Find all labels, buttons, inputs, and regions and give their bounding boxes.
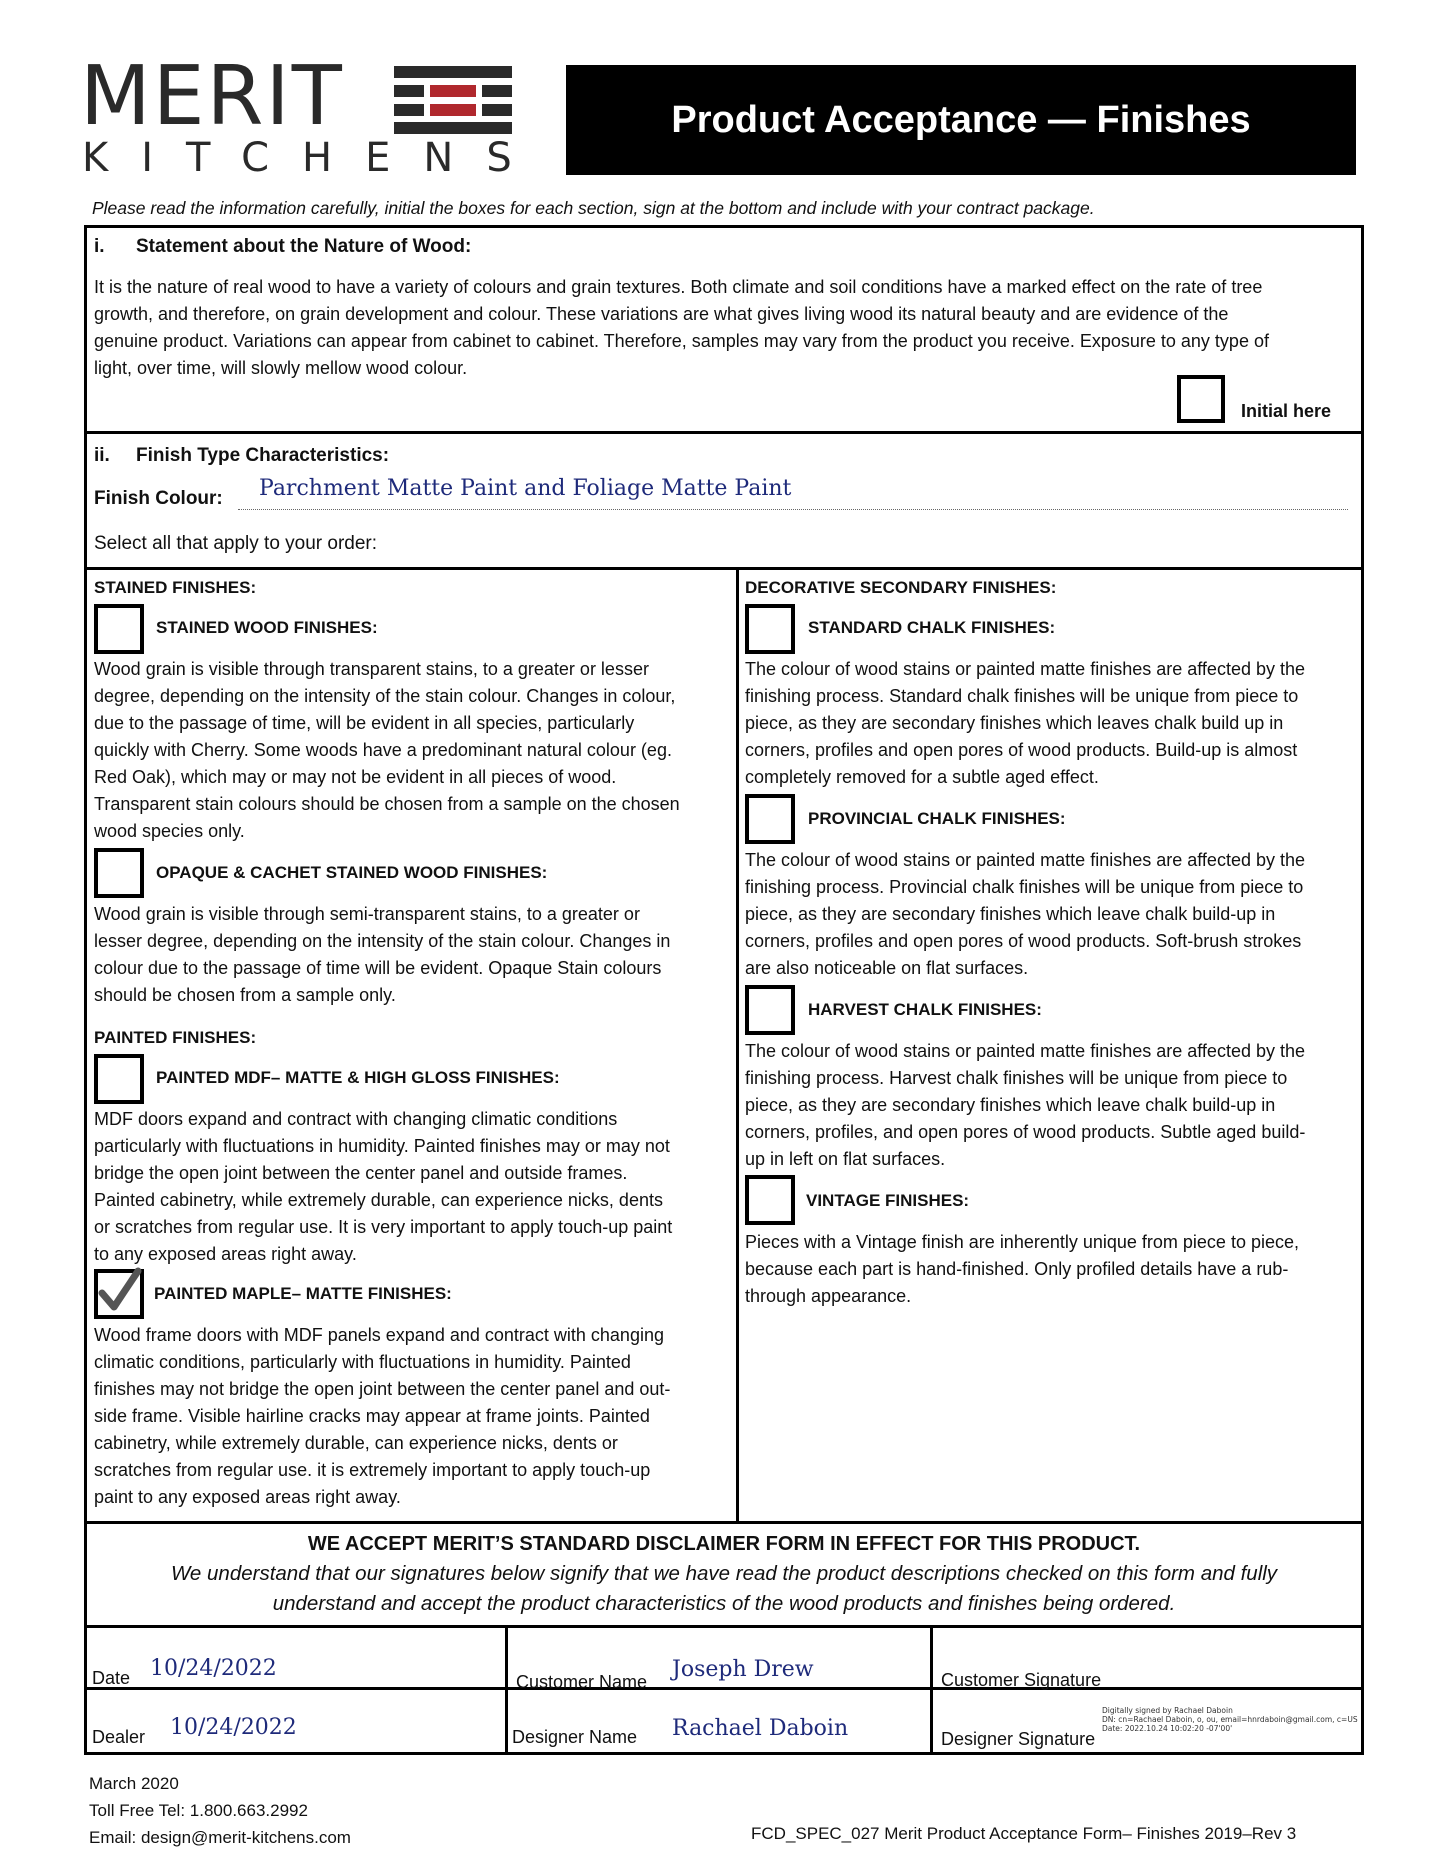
select-label: Select all that apply to your order: [94,533,378,554]
text-line: genuine product. Variations can appear from cabinet to cabinet. Therefore, samples may vary from the product you receive. Exposure to any type of [94,331,1269,351]
text-line: piece, as they are secondary finishes which leaves chalk build up in [745,713,1284,733]
form-id: FCD_SPEC_027 Merit Product Acceptance Form– Finishes 2019–Rev 3 [751,1824,1297,1843]
opaque-desc [94,901,670,1009]
text-line: finishes may not bridge the open joint between the center panel and out- [94,1379,671,1399]
divider [84,431,1364,434]
footer-email[interactable]: Email: design@merit-kitchens.com [89,1828,351,1847]
painted-heading: PAINTED FINISHES: [94,1028,257,1047]
text-line: finishing process. Harvest chalk finishes will be unique from piece to [745,1068,1288,1088]
page-title: Product Acceptance — Finishes [566,65,1356,175]
text-line: finishing process. Standard chalk finishes will be unique from piece to [745,686,1299,706]
text-line: climatic conditions, particularly with fluctuations in humidity. Painted [94,1352,631,1372]
text-line: degree, depending on the intensity of the stain colour. Changes in colour, [94,686,676,706]
text-line: to any exposed areas right away. [94,1244,357,1264]
section-heading: Statement about the Nature of Wood: [136,236,472,257]
provincial-chalk-desc [745,847,1305,982]
text-line: Pieces with a Vintage finish are inherently unique from piece to piece, [745,1232,1299,1252]
text-line: scratches from regular use. it is extremely important to apply touch-up [94,1460,651,1480]
initial-box[interactable] [1177,375,1225,423]
text-line: corners, profiles and open pores of wood products. Soft-brush strokes [745,931,1302,951]
intro-text: Please read the information carefully, initial the boxes for each section, sign at the bottom and include with your contract package. [92,198,1095,218]
digital-signature-line: Date: 2022.10.24 10:02:20 -07'00' [1102,1724,1233,1733]
customer-signature-field[interactable] [1160,1640,1350,1680]
text-line: or scratches from regular use. It is very important to apply touch-up paint [94,1217,673,1237]
logo-subtitle: KITCHENS [82,135,545,181]
decorative-heading: DECORATIVE SECONDARY FINISHES: [745,578,1057,597]
text-line: The colour of wood stains or painted matte finishes are affected by the [745,850,1305,870]
standard-chalk-checkbox[interactable] [745,604,795,654]
painted-maple-checkbox[interactable] [94,1269,144,1319]
provincial-chalk-title: PROVINCIAL CHALK FINISHES: [808,809,1066,828]
digital-signature-line: Digitally signed by Rachael Daboin [1102,1706,1233,1715]
text-line: colour due to the passage of time will be evident. Opaque Stain colours [94,958,662,978]
designer-signature-label: Designer Signature [941,1729,1096,1749]
text-line: bridge the open joint between the center panel and outside frames. [94,1163,628,1183]
text-line: piece, as they are secondary finishes which leave chalk build-up in [745,1095,1276,1115]
text-line: are also noticeable on flat surfaces. [745,958,1029,978]
text-line: side frame. Visible hairline cracks may appear at frame joints. Painted [94,1406,650,1426]
text-line: corners, profiles, and open pores of wood products. Subtle aged build- [745,1122,1306,1142]
section-body [94,274,1269,382]
checkmark-icon [94,1265,144,1315]
divider [84,1625,1364,1628]
disclaimer-line: We understand that our signatures below signify that we have read the product descriptions checked on this form and fully [170,1562,1278,1585]
text-line: Wood grain is visible through transparent stains, to a greater or lesser [94,659,649,679]
painted-mdf-desc [94,1106,672,1268]
painted-mdf-title: PAINTED MDF– MATTE & HIGH GLOSS FINISHES: [156,1068,560,1087]
divider [84,1521,1364,1524]
digital-signature-line: DN: cn=Rachael Daboin, o, ou, email=hnrdaboin@gmail.com, c=US [1102,1715,1358,1724]
text-line: The colour of wood stains or painted matte finishes are affected by the [745,1041,1305,1061]
text-line: should be chosen from a sample only. [94,985,396,1005]
text-line: piece, as they are secondary finishes which leave chalk build-up in [745,904,1276,924]
text-line: growth, and therefore, on grain development and colour. These variations are what gives living wood its natural beauty and are evidence of the [94,304,1229,324]
vintage-title: VINTAGE FINISHES: [806,1191,970,1210]
text-line: Painted cabinetry, while extremely durable, can experience nicks, dents [94,1190,663,1210]
column-divider [736,567,739,1523]
provincial-chalk-checkbox[interactable] [745,794,795,844]
text-line: corners, profiles and open pores of wood products. Build-up is almost [745,740,1298,760]
text-line: lesser degree, depending on the intensity of the stain colour. Changes in [94,931,671,951]
text-line: particularly with fluctuations in humidity. Painted finishes may or may not [94,1136,670,1156]
text-line: finishing process. Provincial chalk finishes will be unique from piece to [745,877,1304,897]
footer-contact [89,1770,351,1851]
section-number: ii. [94,445,110,466]
text-line: paint to any exposed areas right away. [94,1487,401,1507]
text-line: The colour of wood stains or painted matte finishes are affected by the [745,659,1305,679]
digital-signature[interactable] [1102,1706,1358,1733]
text-line: Wood grain is visible through semi-transparent stains, to a greater or [94,904,640,924]
footer-tel: Toll Free Tel: 1.800.663.2992 [89,1801,308,1820]
harvest-chalk-title: HARVEST CHALK FINISHES: [808,1000,1042,1019]
disclaimer-line: understand and accept the product characteristics of the wood products and finishes being ordered. [272,1592,1176,1615]
opaque-checkbox[interactable] [94,848,144,898]
divider [84,1687,1364,1690]
divider [84,567,1364,570]
text-line: It is the nature of real wood to have a variety of colours and grain textures. Both climate and soil conditions have a marked effect on the rate of tree [94,277,1263,297]
finish-colour-label: Finish Colour: [94,488,223,509]
section-heading: Finish Type Characteristics: [136,445,390,466]
text-line: up in left on flat surfaces. [745,1149,946,1169]
footer-date: March 2020 [89,1774,179,1793]
logo-wordmark: MERIT [80,49,344,144]
stained-heading: STAINED FINISHES: [94,578,257,597]
disclaimer-heading: WE ACCEPT MERIT’S STANDARD DISCLAIMER FORM IN EFFECT FOR THIS PRODUCT. [307,1533,1141,1555]
stained-wood-title: STAINED WOOD FINISHES: [156,618,378,637]
initial-label: Initial here [1241,401,1332,421]
date-field[interactable]: 10/24/2022 [150,1656,277,1681]
logo-icon [394,66,512,134]
dealer-field[interactable]: 10/24/2022 [170,1715,297,1740]
painted-maple-title: PAINTED MAPLE– MATTE FINISHES: [154,1284,452,1303]
text-line: MDF doors expand and contract with changing climatic conditions [94,1109,618,1129]
text-line: Wood frame doors with MDF panels expand and contract with changing [94,1325,664,1345]
vintage-checkbox[interactable] [745,1175,795,1225]
standard-chalk-desc [745,656,1305,791]
dealer-label: Dealer [92,1727,146,1747]
standard-chalk-title: STANDARD CHALK FINISHES: [808,618,1056,637]
painted-mdf-checkbox[interactable] [94,1054,144,1104]
finish-colour-line [238,508,1348,510]
text-line: because each part is hand-finished. Only profiled details have a rub- [745,1259,1289,1279]
designer-name-label: Designer Name [512,1727,638,1747]
text-line: through appearance. [745,1286,912,1306]
date-label: Date [92,1668,131,1688]
section-number: i. [94,236,105,257]
designer-name-field[interactable]: Rachael Daboin [672,1716,849,1741]
finish-colour-input[interactable]: Parchment Matte Paint and Foliage Matte Paint [259,476,792,501]
stained-wood-checkbox[interactable] [94,604,144,654]
column-divider [930,1625,933,1755]
vintage-desc [745,1229,1299,1310]
opaque-title: OPAQUE & CACHET STAINED WOOD FINISHES: [156,863,548,882]
text-line: wood species only. [94,821,245,841]
customer-signature-label: Customer Signature [941,1670,1102,1690]
text-line: Transparent stain colours should be chosen from a sample on the chosen [94,794,680,814]
text-line: cabinetry, while extremely durable, can experience nicks, dents or [94,1433,618,1453]
text-line: due to the passage of time, will be evident in all species, particularly [94,713,635,733]
column-divider [505,1625,508,1755]
harvest-chalk-checkbox[interactable] [745,985,795,1035]
painted-maple-desc [94,1322,670,1511]
text-line: Red Oak), which may or may not be evident in all pieces of wood. [94,767,617,787]
text-line: quickly with Cherry. Some woods have a predominant natural colour (eg. [94,740,672,760]
harvest-chalk-desc [745,1038,1305,1173]
customer-name-label: Customer Name [516,1672,648,1692]
stained-wood-desc [94,656,680,845]
text-line: completely removed for a subtle aged effect. [745,767,1099,787]
text-line: light, over time, will slowly mellow wood colour. [94,358,468,378]
customer-name-field[interactable]: Joseph Drew [672,1657,814,1682]
